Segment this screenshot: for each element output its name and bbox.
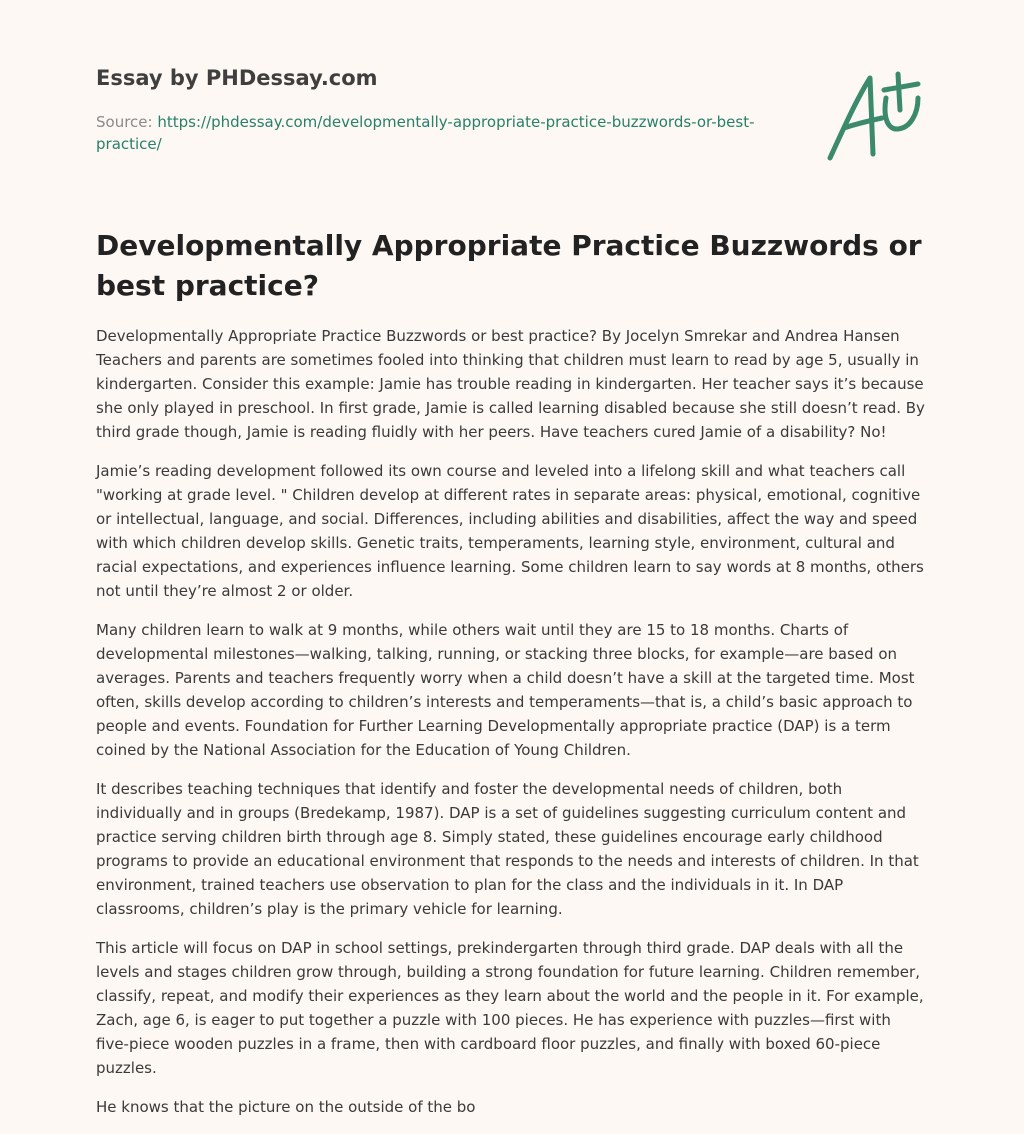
page-header xyxy=(96,0,928,190)
article-title: Developmentally Appropriate Practice Buzzwords or best practice? xyxy=(96,229,922,302)
article-paragraph: Developmentally Appropriate Practice Buzzwords or best practice? By Jocelyn Smrekar and Andrea Hansen Teachers and parents are sometimes fooled into thinking that children must learn to read by age 5, usually in kindergarten. Consider this example: Jamie has trouble reading in kindergarten. Her teacher says it’s because she only played in preschool. In first grade, Jamie is called learning disabled because she still doesn’t read. By third grade though, Jamie is reading fluidly with her peers. Have teachers cured Jamie of a disability? No! xyxy=(96,327,925,441)
article-body xyxy=(96,324,928,1134)
article-paragraph: It describes teaching techniques that identify and foster the developmental needs of children, both individually and in groups (Bredekamp, 1987). DAP is a set of guidelines suggesting curriculum content and practice serving children birth through age 8. Simply stated, these guidelines encourage early childhood programs to provide an educational environment that responds to the needs and interests of children. In that environment, trained teachers use observation to plan for the class and the individuals in it. In DAP classrooms, children’s play is the primary vehicle for learning. xyxy=(96,780,919,918)
article-paragraph: This article will focus on DAP in school settings, prekindergarten through third grade. DAP deals with all the levels and stages children grow through, building a strong foundation for future learning. Children remember, classify, repeat, and modify their experiences as they learn about the world and the people in it. For example, Zach, age 6, is eager to put together a puzzle with 100 pieces. He has experience with puzzles—first with five-piece wooden puzzles in a frame, then with cardboard floor puzzles, and finally with boxed 60-piece puzzles. xyxy=(96,939,924,1077)
source-label: Source: xyxy=(96,113,153,131)
a-plus-grade-icon xyxy=(826,70,926,165)
site-brand: Essay by PHDessay.com xyxy=(96,66,378,90)
article-paragraph: Jamie’s reading development followed its own course and leveled into a lifelong skill and what teachers call "working at grade level. " Children develop at different rates in separate areas: physical, emotional, cognitive or intellectual, language, and social. Differences, including abilities and disabilities, affect the way and speed with which children develop skills. Genetic traits, temperaments, learning style, environment, cultural and racial expectations, and experiences influence learning. Some children learn to say words at 8 months, others not until they’re almost 2 or older. xyxy=(96,462,924,600)
article-paragraph: He knows that the picture on the outside of the bo xyxy=(96,1098,476,1116)
article-paragraph: Many children learn to walk at 9 months, while others wait until they are 15 to 18 months. Charts of developmental milestones—walking, talking, running, or stacking three blocks, for example—are based on averages. Parents and teachers frequently worry when a child doesn’t have a skill at the targeted time. Most often, skills develop according to children’s interests and temperaments—that is, a child’s basic approach to people and events. Foundation for Further Learning Developmentally appropriate practice (DAP) is a term coined by the National Association for the Education of Young Children. xyxy=(96,621,915,759)
source-link[interactable]: https://phdessay.com/developmentally-appropriate-practice-buzzwords-or-best-practice/ xyxy=(96,113,755,153)
source-line xyxy=(96,111,786,155)
